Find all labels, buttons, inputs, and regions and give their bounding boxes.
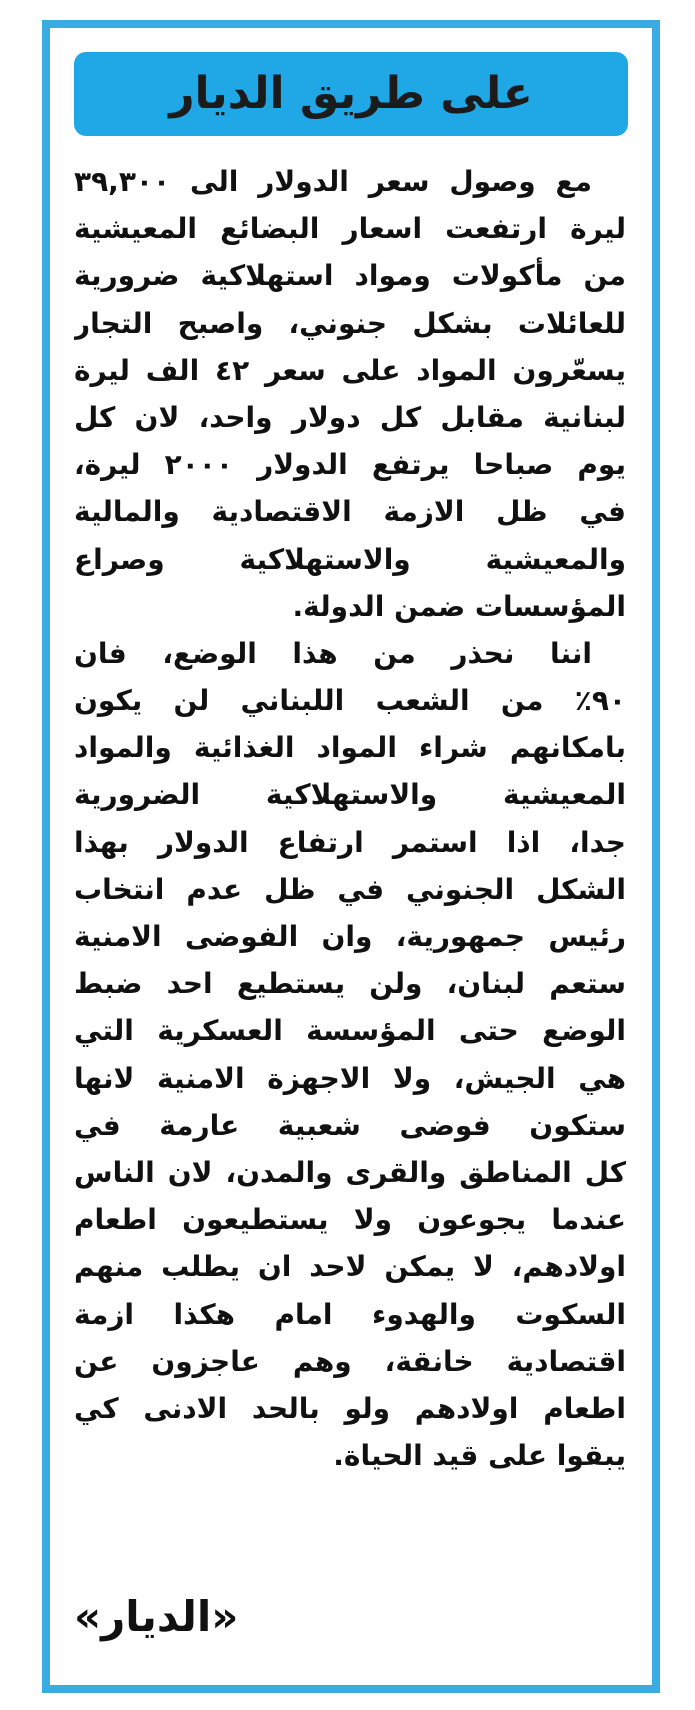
text-line: يسعّرون المواد على سعر ٤٢ الف ليرة (74, 353, 626, 387)
text-line: كل المناطق والقرى والمدن، لان الناس (74, 1155, 626, 1189)
text-line: ستعم لبنان، ولن يستطيع احد ضبط (74, 967, 626, 1001)
article-frame (42, 20, 660, 1693)
article-body (74, 158, 626, 1479)
text-line: رئيس جمهورية، وان الفوضى الامنية (74, 920, 626, 953)
text-line: في ظل الازمة الاقتصادية والمالية (74, 495, 626, 529)
text-line: ستكون فوضى شعبية عارمة في (74, 1108, 626, 1142)
text-line: ٩٠٪ من الشعب اللبناني لن يكون (74, 684, 626, 718)
article-title: على طريق الديار (169, 68, 533, 119)
paragraph-2 (74, 630, 626, 1479)
newspaper-signature: «الديار» (74, 1592, 239, 1641)
text-line: للعائلات بشكل جنوني، واصبح التجار (74, 306, 626, 340)
text-line: يبقوا على قيد الحياة. (333, 1439, 626, 1473)
text-line: المعيشية والاستهلاكية الضرورية (74, 778, 626, 812)
text-line: مع وصول سعر الدولار الى ٣٩,٣٠٠ (74, 165, 592, 198)
text-line: السكوت والهدوء امام هكذا ازمة (74, 1297, 626, 1331)
text-line: اولادهم، لا يمكن لاحد ان يطلب منهم (74, 1250, 626, 1284)
text-line: اقتصادية خانقة، وهم عاجزون عن (74, 1344, 626, 1378)
text-line: اطعام اولادهم ولو بالحد الادنى كي (74, 1391, 626, 1425)
text-line: والمعيشية والاستهلاكية وصراع (74, 542, 626, 576)
paragraph-1 (74, 158, 626, 630)
text-line: من مأكولات ومواد استهلاكية ضرورية (74, 259, 626, 293)
text-line: هي الجيش، ولا الاجهزة الامنية لانها (74, 1061, 626, 1095)
text-line: جدا، اذا استمر ارتفاع الدولار بهذا (74, 825, 626, 859)
text-line: بامكانهم شراء المواد الغذائية والمواد (74, 731, 626, 765)
text-line: الشكل الجنوني في ظل عدم انتخاب (74, 872, 626, 906)
text-line: ليرة ارتفعت اسعار البضائع المعيشية (74, 212, 626, 246)
text-line: الوضع حتى المؤسسة العسكرية التي (74, 1014, 626, 1048)
text-line: المؤسسات ضمن الدولة. (292, 589, 626, 623)
title-banner (74, 52, 628, 136)
text-line: يوم صباحا يرتفع الدولار ٢٠٠٠ ليرة، (74, 448, 626, 482)
text-line: اننا نحذر من هذا الوضع، فان (74, 636, 592, 670)
text-line: لبنانية مقابل كل دولار واحد، لان كل (74, 400, 626, 434)
text-line: عندما يجوعون ولا يستطيعون اطعام (74, 1203, 626, 1237)
